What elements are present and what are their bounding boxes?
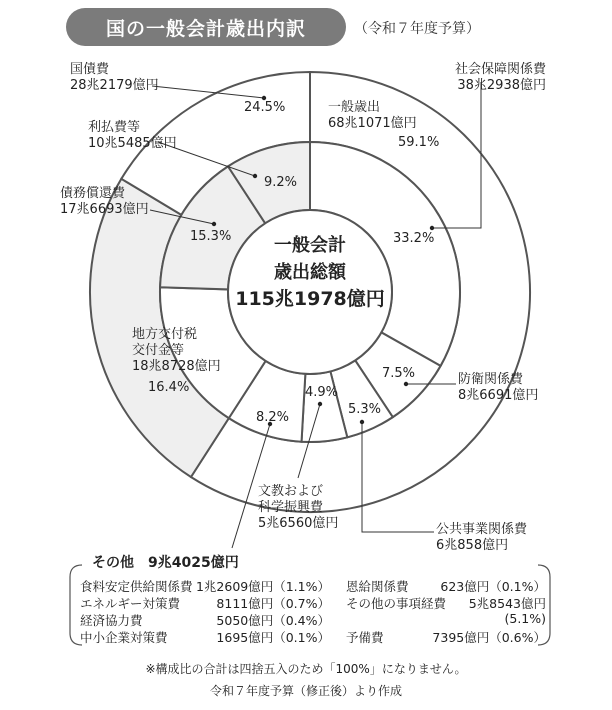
- source-note: 令和７年度予算（修正後）より作成: [209, 684, 402, 698]
- leader-riharai-dot: [253, 174, 257, 178]
- other-left-name: 中小企業対策費: [80, 630, 168, 645]
- pct-shakai: 33.2%: [393, 231, 435, 246]
- pct-kokyo: 5.3%: [348, 402, 382, 417]
- leader-saimu-dot: [212, 222, 216, 226]
- label-kokusai: 国債費 28兆2179億円: [70, 62, 159, 93]
- other-left-name: 食料安定供給関係費: [80, 579, 193, 594]
- other-right-name: その他の事項経費: [346, 596, 447, 611]
- other-left-value: 1695億円（0.1%）: [216, 630, 330, 645]
- leader-boei-dot: [404, 382, 408, 386]
- pct-bunkyo: 4.9%: [305, 385, 339, 400]
- chart-title: 国の一般会計歳出内訳: [66, 8, 346, 46]
- other-right-name: 恩給関係費: [346, 579, 409, 594]
- other-left-name: 経済協力費: [80, 613, 143, 628]
- pct-chiho: 16.4%: [148, 380, 190, 395]
- other-left-value: 8111億円（0.7%）: [216, 596, 330, 611]
- pct-ippan: 59.1%: [398, 135, 440, 150]
- other-right-value: 5兆8543億円: [468, 596, 546, 611]
- chart-subtitle: （令和７年度予算）: [354, 21, 480, 37]
- label-riharai: 利払費等 10兆5485億円: [88, 120, 177, 151]
- leader-shakai-dot: [430, 226, 434, 230]
- leader-bunkyo-dot: [318, 402, 322, 406]
- other-left-value: 5050億円（0.4%）: [216, 613, 330, 628]
- pct-other: 8.2%: [256, 410, 290, 425]
- label-boei: 防衛関係費 8兆6691億円: [458, 372, 539, 403]
- other-right-name: 予備費: [346, 630, 384, 645]
- pct-riharai: 9.2%: [264, 175, 298, 190]
- label-kokyo: 公共事業関係費 6兆858億円: [436, 522, 528, 553]
- label-shakai: 社会保障関係費 38兆2938億円: [454, 62, 546, 93]
- pct-saimu: 15.3%: [190, 229, 232, 244]
- label-saimu: 債務償還費 17兆6693億円: [60, 186, 149, 217]
- pct-kokusai: 24.5%: [244, 100, 286, 115]
- other-title: その他 9兆4025億円: [88, 552, 243, 572]
- other-left-value: 1兆2609億円（1.1%）: [195, 579, 330, 594]
- label-ippan: 一般歳出 68兆1071億円: [328, 100, 417, 131]
- other-right-value: (5.1%): [504, 611, 546, 626]
- footnote: ※構成比の合計は四捨五入のため「100%」になりません。: [145, 662, 467, 676]
- leader-kokyo-dot: [360, 420, 364, 424]
- pct-boei: 7.5%: [382, 366, 416, 381]
- center-total: 一般会計 歳出総額 115兆1978億円: [235, 235, 385, 310]
- other-right-value: 623億円（0.1%）: [440, 579, 546, 594]
- label-chiho: 地方交付税 交付金等 18兆8728億円: [132, 327, 221, 374]
- label-bunkyo: 文教および 科学振興費 5兆6560億円: [258, 484, 339, 531]
- other-left-name: エネルギー対策費: [80, 596, 181, 611]
- other-right-value: 7395億円（0.6%）: [432, 630, 546, 645]
